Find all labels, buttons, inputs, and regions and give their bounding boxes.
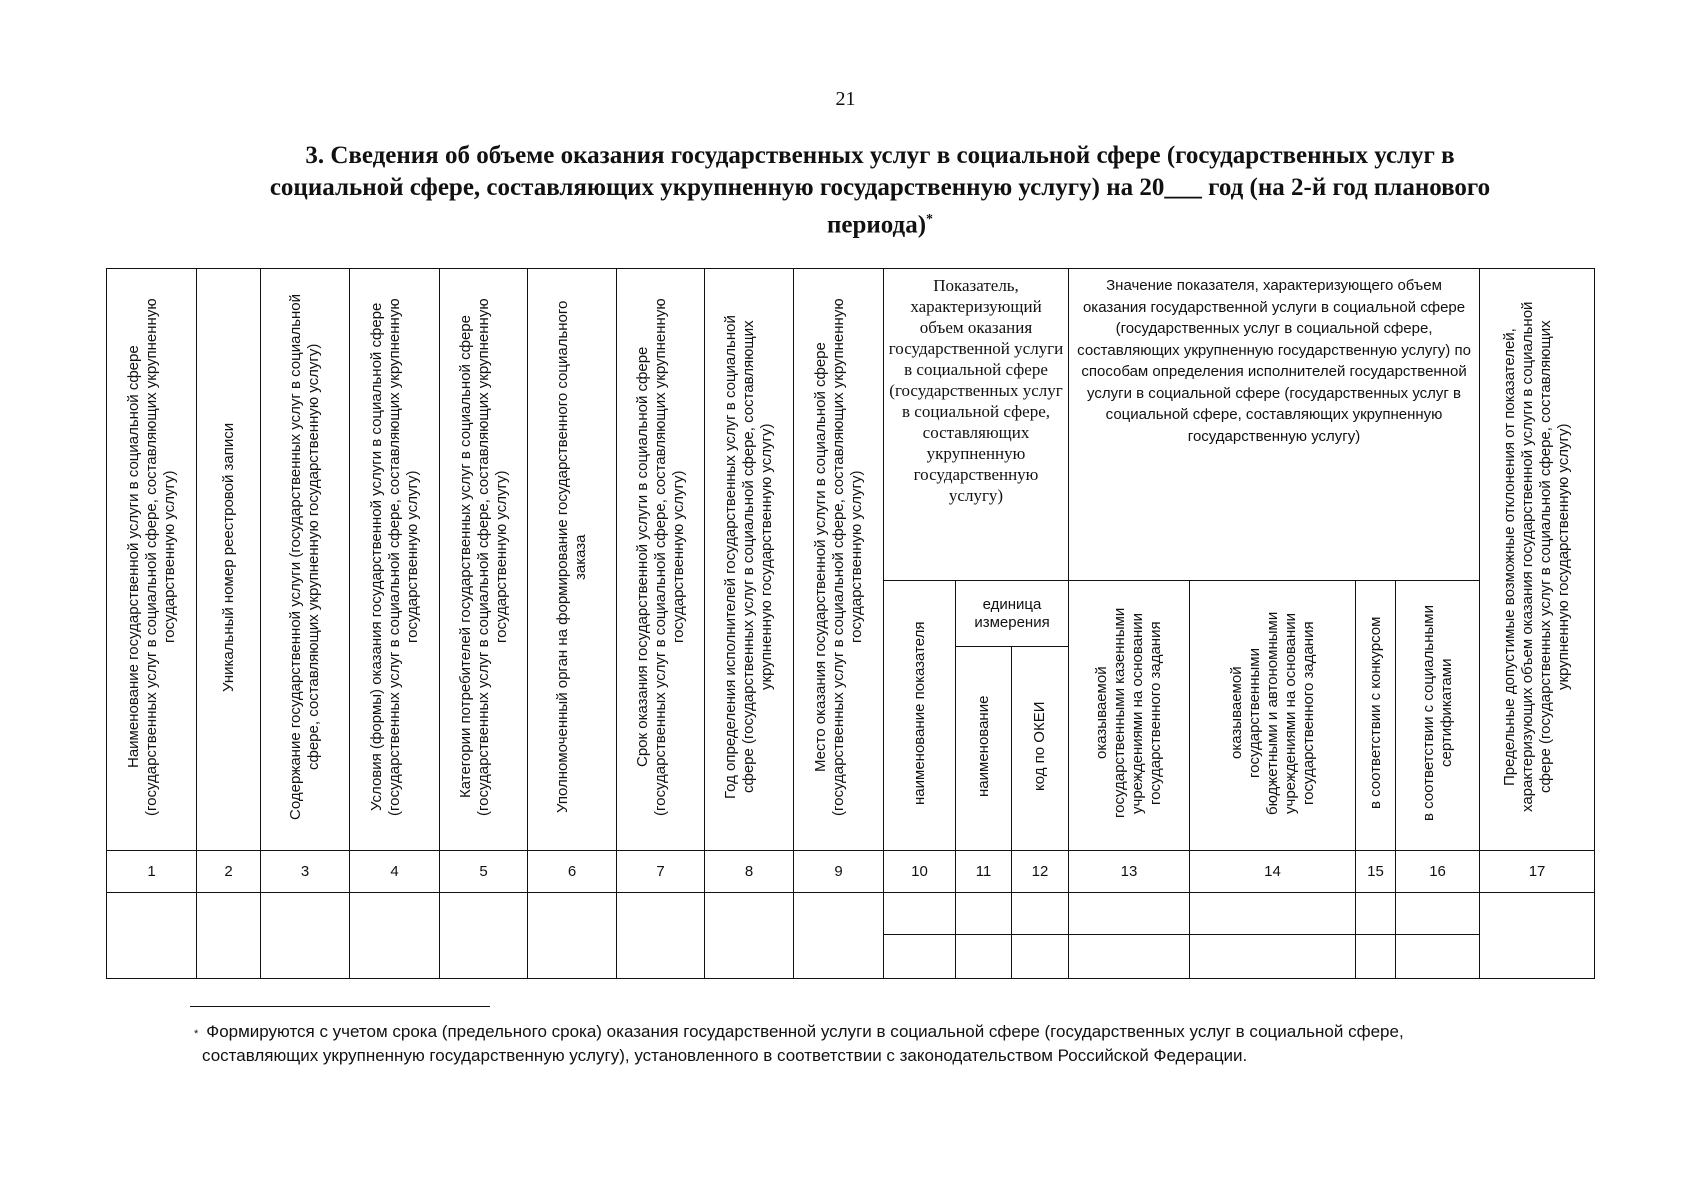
header-group-value: Значение показателя, характеризующего объем оказания государственной услуги в социальной сфере (государственных услуг в социальной сфере, составляющих укрупненную государственную услугу) по способам определения исполнителей государственной услуги в социальной сфере (государственных услуг в социальной сфере, составляющих укрупненную государственную услугу) <box>1069 269 1480 581</box>
header-col-11: наименование <box>956 647 1012 851</box>
data-cell[interactable] <box>1069 893 1190 935</box>
data-cell[interactable] <box>1069 935 1190 979</box>
header-col-7: Срок оказания государственной услуги в социальной сфере (государственных услуг в социальной сфере, составляющих укрупненную государственную услугу) <box>617 269 705 851</box>
volume-table <box>106 268 1595 979</box>
column-number: 5 <box>440 851 528 893</box>
column-number: 17 <box>1480 851 1595 893</box>
column-number: 15 <box>1356 851 1396 893</box>
data-cell[interactable] <box>884 893 956 935</box>
header-col-16: в соответствии с социальными сертификатами <box>1396 581 1480 851</box>
column-number: 14 <box>1190 851 1356 893</box>
data-cell[interactable] <box>197 893 261 979</box>
header-col-6: Уполномоченный орган на формирование государственного социального заказа <box>528 269 617 851</box>
header-group-indicator: Показатель, характеризующий объем оказания государственной услуги в социальной сфере (государственных услуг в социальной сфере, составляющих укрупненную государственную услугу) <box>884 269 1069 581</box>
header-col-4: Условия (формы) оказания государственной услуги в социальной сфере (государственных услуг в социальной сфере, составляющих укрупненную государственную услугу) <box>350 269 440 851</box>
data-cell[interactable] <box>261 893 350 979</box>
data-cell[interactable] <box>528 893 617 979</box>
header-col-3: Содержание государственной услуги (государственных услуг в социальной сфере, составляющих укрупненную государственную услугу) <box>261 269 350 851</box>
header-col-1: Наименование государственной услуги в социальной сфере (государственных услуг в социальной сфере, составляющих укрупненную государственную услугу) <box>107 269 197 851</box>
data-cell[interactable] <box>1396 935 1480 979</box>
column-number: 12 <box>1012 851 1069 893</box>
page-number: 21 <box>835 88 856 110</box>
table-row <box>107 893 1595 935</box>
column-number: 4 <box>350 851 440 893</box>
header-col-9: Место оказания государственной услуги в социальной сфере (государственных услуг в социальной сфере, составляющих укрупненную государственную услугу) <box>794 269 884 851</box>
column-number: 6 <box>528 851 617 893</box>
header-col-2: Уникальный номер реестровой записи <box>197 269 261 851</box>
data-cell[interactable] <box>1356 893 1396 935</box>
data-cell[interactable] <box>1190 935 1356 979</box>
header-group-unit: единица измерения <box>956 581 1069 647</box>
data-cell[interactable] <box>705 893 794 979</box>
data-cell[interactable] <box>350 893 440 979</box>
header-col-15: в соответствии с конкурсом <box>1356 581 1396 851</box>
column-number: 1 <box>107 851 197 893</box>
footnote-line-1: Формируются с учетом срока (предельного срока) оказания государственной услуги в социальной сфере (государственных услуг в социальной сфере, <box>206 1022 1404 1041</box>
title-line-3-text: периода) <box>826 211 927 239</box>
header-col-12: код по ОКЕИ <box>1012 647 1069 851</box>
header-col-8: Год определения исполнителей государственных услуг в социальной сфере (государственных услуг в социальной сфере, составляющих укрупненную государственную услугу) <box>705 269 794 851</box>
data-cell[interactable] <box>956 893 1012 935</box>
column-number: 7 <box>617 851 705 893</box>
data-cell[interactable] <box>1356 935 1396 979</box>
title-line-2: социальной сфере, составляющих укрупненную государственную услугу) на 20___ год (на 2-й год планового <box>269 174 1491 201</box>
footnote-line-2: составляющих укрупненную государственную услугу), установленного в соответствии с законодательством Российской Федерации. <box>202 1046 1248 1065</box>
footnote-divider <box>190 1006 490 1007</box>
header-col-14: оказываемой государственными бюджетными и автономными учреждениями на основании государственного задания <box>1190 581 1356 851</box>
column-number: 11 <box>956 851 1012 893</box>
header-col-10: наименование показателя <box>884 581 956 851</box>
data-cell[interactable] <box>617 893 705 979</box>
data-cell[interactable] <box>1480 893 1595 979</box>
data-cell[interactable] <box>440 893 528 979</box>
title-footnote-marker: * <box>926 212 934 227</box>
data-cell[interactable] <box>956 935 1012 979</box>
column-number: 8 <box>705 851 794 893</box>
data-cell[interactable] <box>884 935 956 979</box>
data-cell[interactable] <box>1012 935 1069 979</box>
footnote-marker: * <box>194 1028 199 1040</box>
header-col-5: Категории потребителей государственных услуг в социальной сфере (государственных услуг в социальной сфере, составляющих укрупненную государственную услугу) <box>440 269 528 851</box>
data-cell[interactable] <box>107 893 197 979</box>
footnote <box>194 1020 1602 1068</box>
header-col-13: оказываемой государственными казенными учреждениями на основании государственного задания <box>1069 581 1190 851</box>
title-line-3 <box>180 204 1580 241</box>
column-number: 10 <box>884 851 956 893</box>
column-number: 13 <box>1069 851 1190 893</box>
data-cell[interactable] <box>794 893 884 979</box>
data-cell[interactable] <box>1190 893 1356 935</box>
column-number: 16 <box>1396 851 1480 893</box>
column-number: 3 <box>261 851 350 893</box>
page-title <box>180 140 1580 241</box>
column-number: 2 <box>197 851 261 893</box>
title-line-1: 3. Сведения об объеме оказания государственных услуг в социальной сфере (государственных услуг в <box>305 142 1455 169</box>
data-cell[interactable] <box>1012 893 1069 935</box>
number-row <box>107 851 1595 893</box>
data-cell[interactable] <box>1396 893 1480 935</box>
header-col-17: Предельные допустимые возможные отклонения от показателей, характеризующих объем оказания государственной услуги в социальной сфере (государственных услуг в социальной сфере, составляющих укрупненную государственную услугу) <box>1480 269 1595 851</box>
column-number: 9 <box>794 851 884 893</box>
